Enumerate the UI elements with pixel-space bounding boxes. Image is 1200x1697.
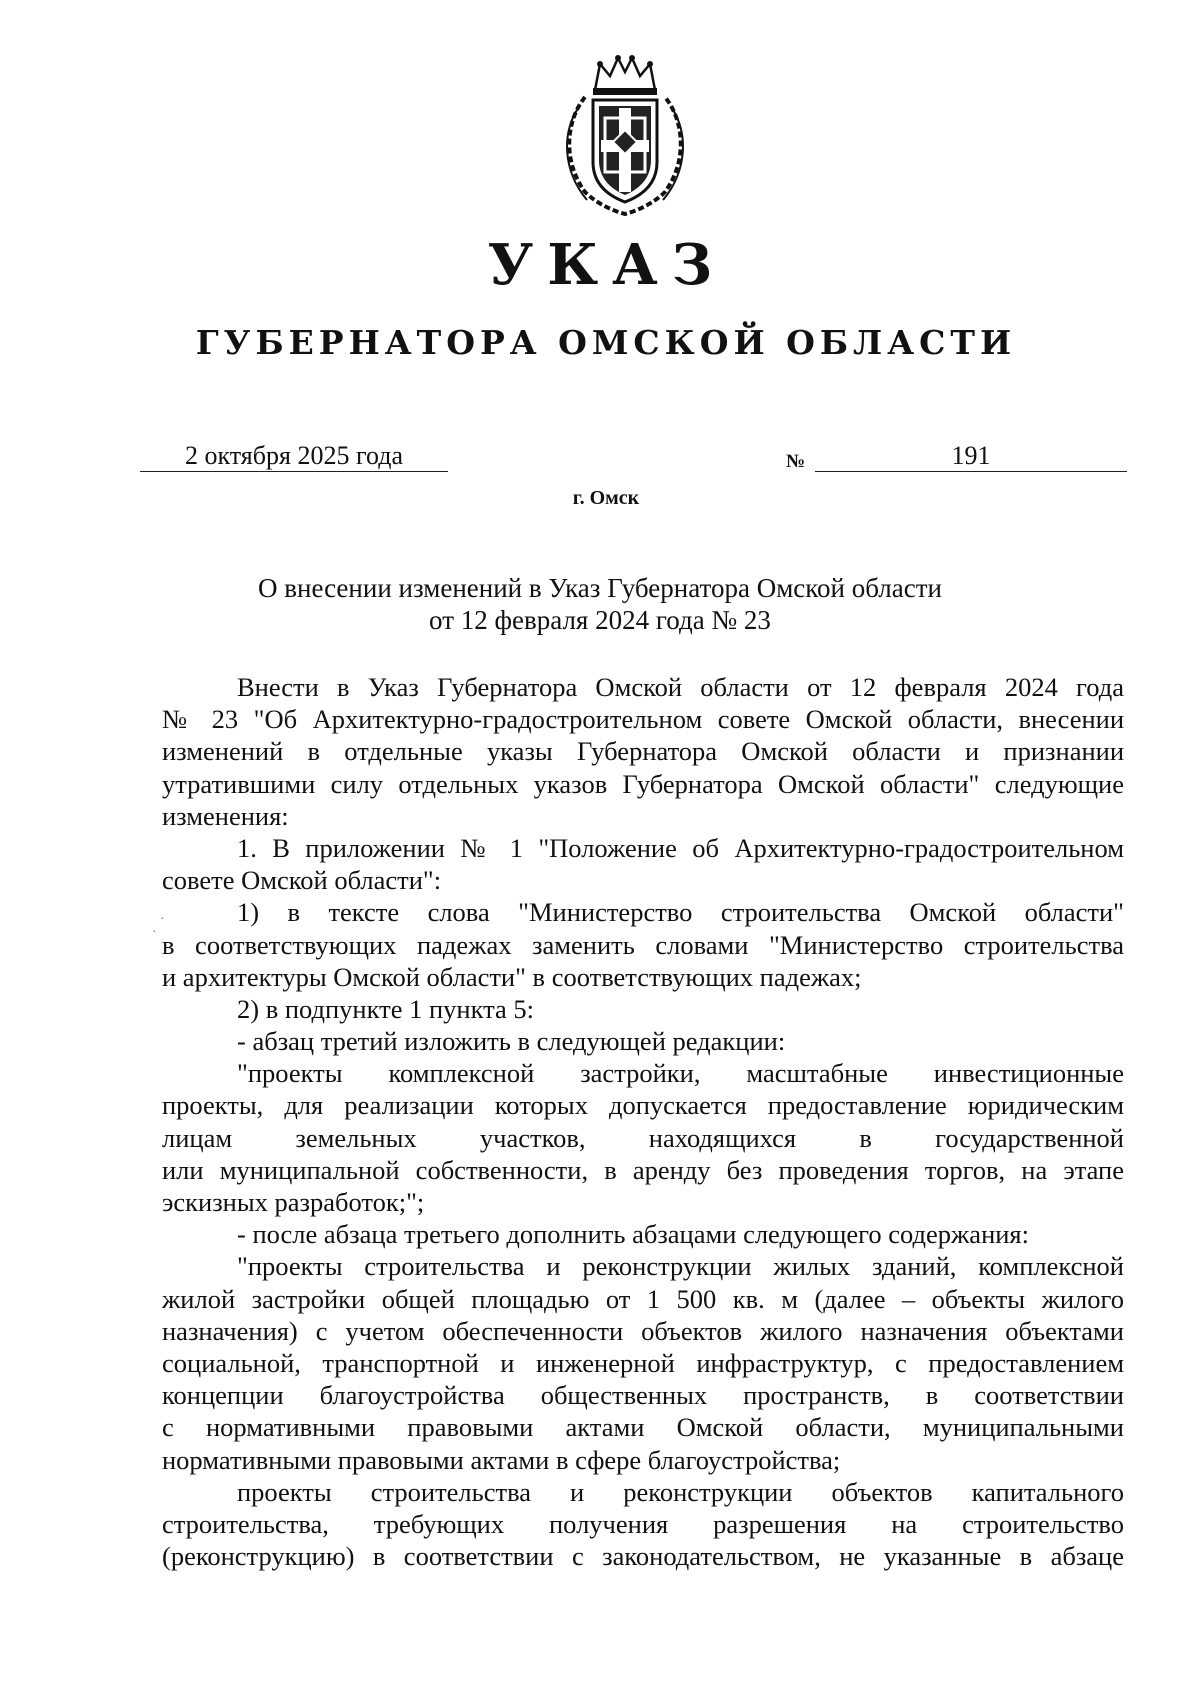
body-line: проекты, для реализации которых допускается предоставление юридическим bbox=[162, 1090, 1124, 1121]
body-line: 2) в подпункте 1 пункта 5: bbox=[237, 993, 535, 1024]
document-title: УКАЗ bbox=[487, 232, 727, 298]
body-line: изменения: bbox=[162, 800, 289, 831]
body-line: утратившими силу отдельных указов Губернатора Омской области" следующие bbox=[162, 768, 1124, 799]
scan-speck: · bbox=[152, 925, 157, 940]
body-line: изменений в отдельные указы Губернатора Омской области и признании bbox=[162, 736, 1124, 767]
body-line: (реконструкцию) в соответствии с законодательством, не указанные в абзаце bbox=[162, 1541, 1124, 1572]
body-line: нормативными правовыми актами в сфере благоустройства; bbox=[162, 1444, 841, 1475]
body-line: совете Омской области": bbox=[162, 865, 442, 896]
body-line: назначения) с учетом обеспеченности объектов жилого назначения объектами bbox=[162, 1315, 1124, 1346]
body-line: жилой застройки общей площадью от 1 500 кв. м (далее – объекты жилого bbox=[162, 1283, 1124, 1314]
body-line: концепции благоустройства общественных пространств, в соответствии bbox=[162, 1380, 1124, 1411]
body-line: Внести в Указ Губернатора Омской области от 12 февраля 2024 года bbox=[237, 672, 1124, 702]
scan-speck: · bbox=[160, 912, 165, 927]
body-line: эскизных разработок;"; bbox=[162, 1187, 425, 1217]
body-line: с нормативными правовыми актами Омской области, муниципальными bbox=[162, 1412, 1124, 1443]
subject-line: от 12 февраля 2024 года № 23 bbox=[429, 605, 771, 635]
body-line: "проекты комплексной застройки, масштабные инвестиционные bbox=[237, 1058, 1124, 1089]
body-line: - после абзаца третьего дополнить абзацами следующего содержания: bbox=[237, 1219, 1029, 1250]
document-number: 191 bbox=[815, 441, 1127, 472]
body-line: 1. В приложении № 1 "Положение об Архитектурно-градостроительном bbox=[237, 832, 1124, 863]
document-date: 2 октября 2025 года bbox=[140, 441, 448, 472]
coat-of-arms-icon bbox=[555, 52, 695, 217]
number-sign: № bbox=[786, 451, 806, 472]
subject-line: О внесении изменений в Указ Губернатора Омской области bbox=[258, 573, 942, 603]
document-subtitle: ГУБЕРНАТОРА ОМСКОЙ ОБЛАСТИ bbox=[195, 323, 1017, 362]
body-line: № 23 "Об Архитектурно-градостроительном совете Омской области, внесении bbox=[162, 704, 1124, 735]
document-body bbox=[162, 671, 1124, 1572]
body-line: социальной, транспортной и инженерной инфраструктур, с предоставлением bbox=[162, 1347, 1124, 1378]
document-city: г. Омск bbox=[572, 487, 640, 509]
body-line: лицам земельных участков, находящихся в государственной bbox=[162, 1122, 1124, 1153]
document-subject bbox=[0, 572, 1200, 636]
body-line: проекты строительства и реконструкции объектов капитального bbox=[237, 1476, 1124, 1507]
body-line: или муниципальной собственности, в аренду без проведения торгов, на этапе bbox=[162, 1154, 1124, 1185]
body-line: и архитектуры Омской области" в соответствующих падежах; bbox=[162, 961, 862, 992]
body-line: 1) в тексте слова "Министерство строительства Омской области" bbox=[237, 897, 1124, 928]
body-line: - абзац третий изложить в следующей редакции: bbox=[237, 1026, 786, 1057]
body-line: в соответствующих падежах заменить словами "Министерство строительства bbox=[162, 929, 1124, 960]
body-line: строительства, требующих получения разрешения на строительство bbox=[162, 1508, 1124, 1539]
body-line: "проекты строительства и реконструкции жилых зданий, комплексной bbox=[237, 1251, 1124, 1282]
